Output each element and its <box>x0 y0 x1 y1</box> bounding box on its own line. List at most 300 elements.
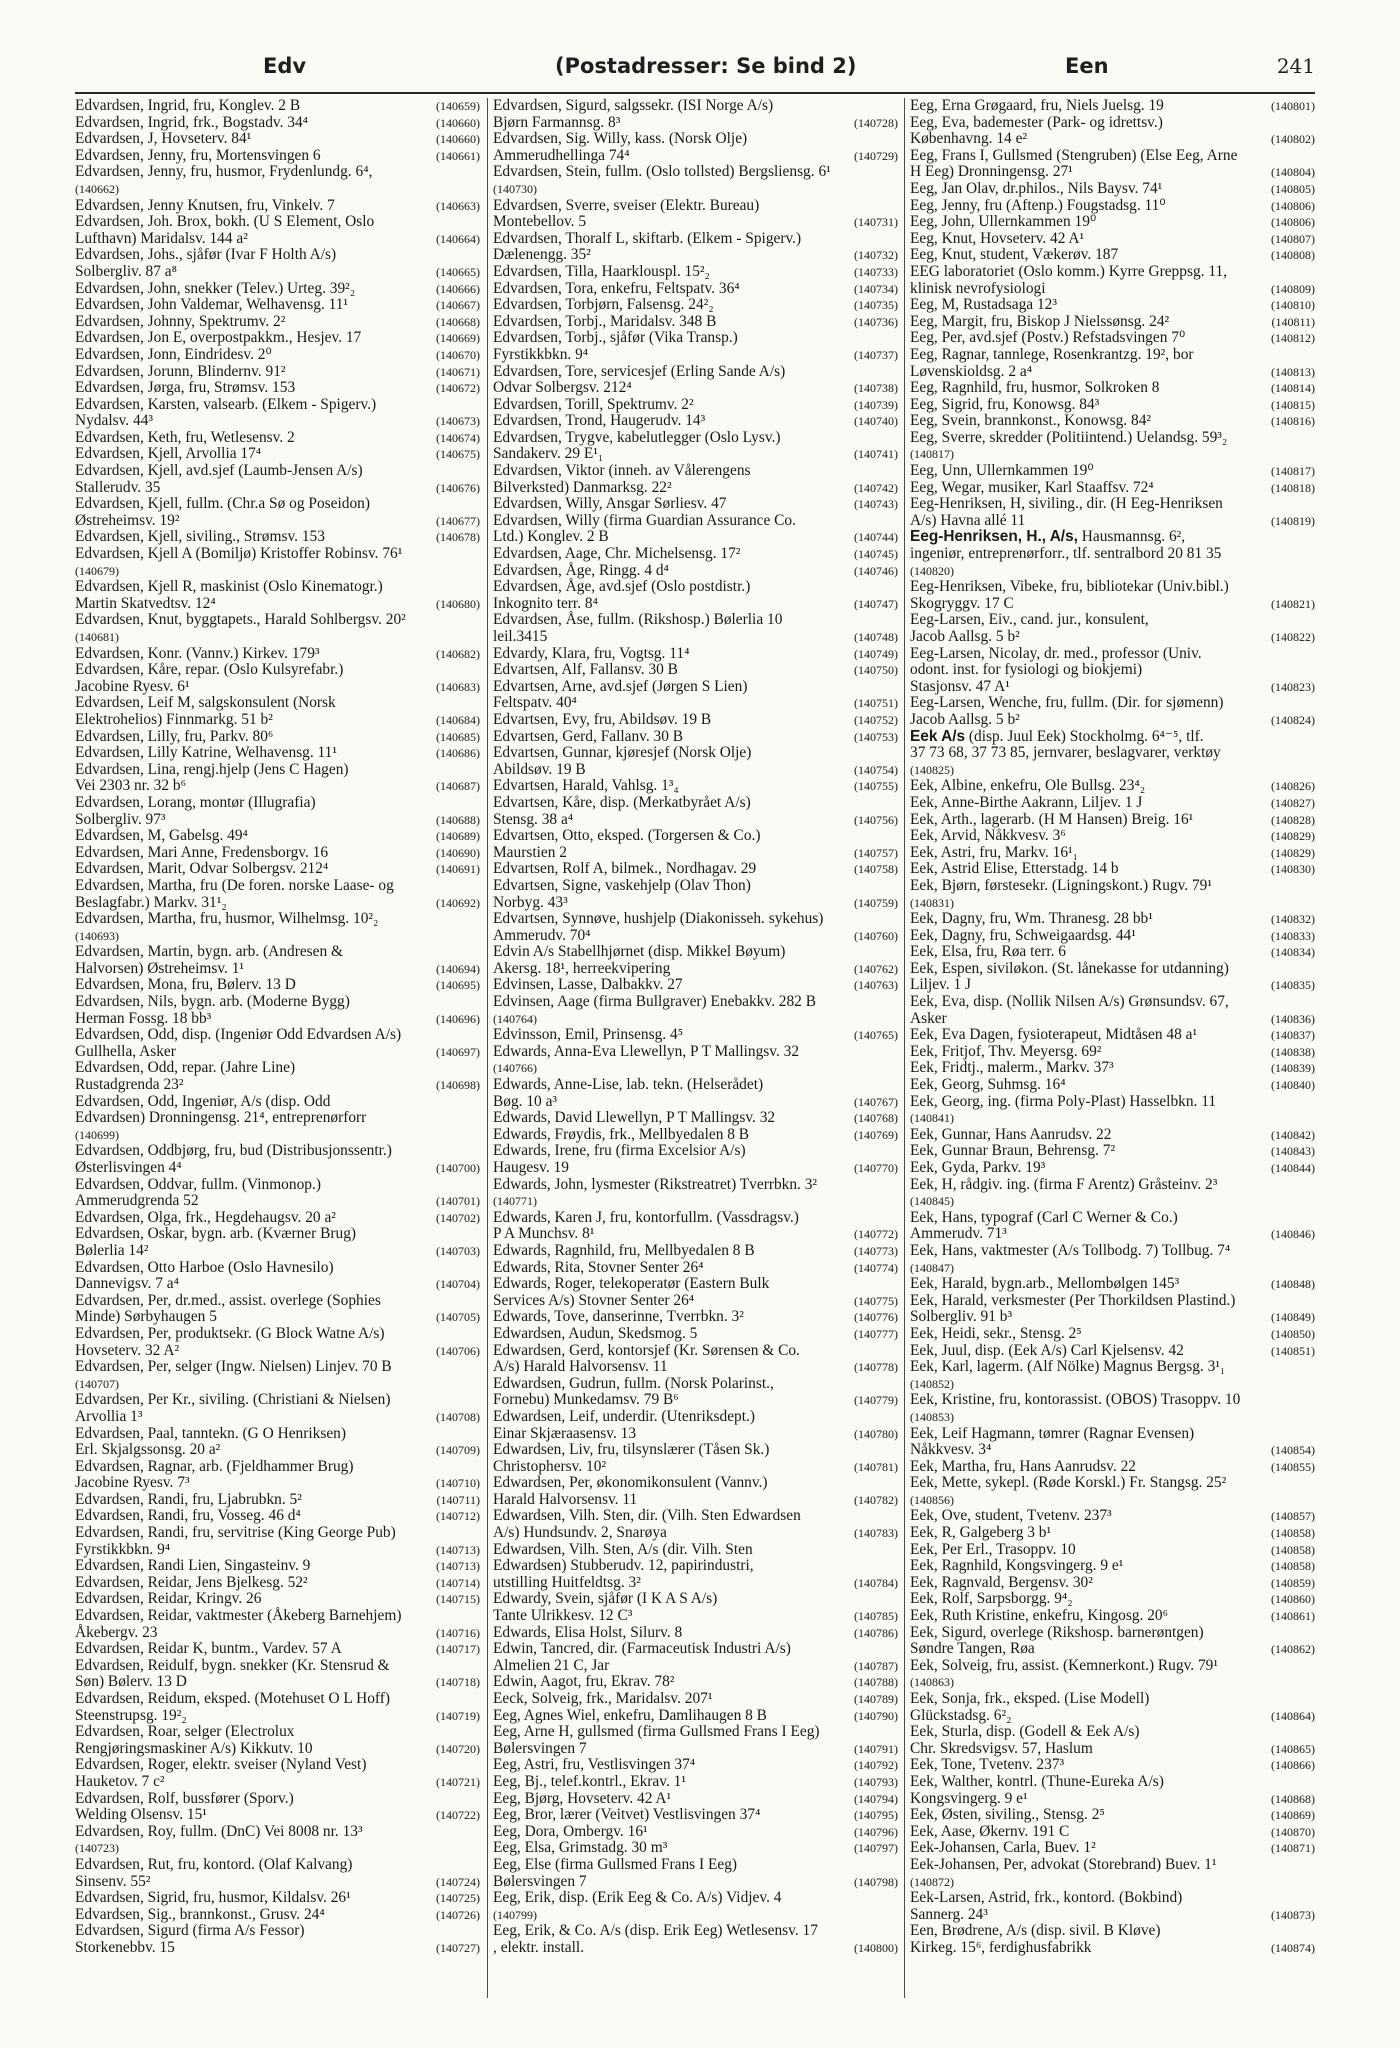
entry-continuation: utstilling Huitfeldtsg. 3² <box>493 1573 641 1591</box>
entry-text: Edvardsen, Lilly, fru, Parkv. 80⁶ <box>75 727 274 745</box>
entry-number: (140748) <box>854 630 898 644</box>
entry-number: (140672) <box>436 381 480 396</box>
entry-number: (140806) <box>1271 215 1315 230</box>
entry-number: (140740) <box>854 414 898 429</box>
entry-continuation: (140707) <box>75 1376 119 1391</box>
directory-entry <box>75 1591 480 1608</box>
entry-number: (140815) <box>1271 397 1315 412</box>
entry-text: Edvardsen, Roy, fullm. (DnC) Vei 8008 nr. 13³ <box>75 1822 363 1840</box>
entry-number: (140703) <box>436 1243 480 1258</box>
directory-entry <box>493 662 898 679</box>
directory-entry <box>75 164 480 197</box>
entry-number: (140777) <box>854 1326 898 1341</box>
entry-number: (140683) <box>436 679 480 694</box>
entry-number: (140670) <box>436 347 480 362</box>
directory-entry <box>910 1575 1315 1592</box>
entry-continuation: Dælenengg. 35² <box>493 246 591 264</box>
entry-text: Edvardsen, Jorunn, Blindernv. 91² <box>75 362 286 380</box>
entry-continuation: Asker <box>910 1009 947 1027</box>
entry-number: (140802) <box>1271 132 1315 147</box>
entry-text: Eeg, Svein, brannkonst., Konowsg. 84² <box>910 412 1152 430</box>
entry-number: (140694) <box>436 961 480 976</box>
directory-entry <box>493 430 898 463</box>
directory-entry <box>75 729 480 746</box>
entry-text: Edvardsen, Kjell, avd.sjef (Laumb-Jensen A/s) <box>75 462 363 480</box>
entry-text <box>910 727 1204 746</box>
directory-entry <box>910 247 1315 264</box>
entry-continuation: Fyrstikkbkn. 9⁴ <box>493 345 589 363</box>
entry-text: Edvin A/s Stabellhjørnet (disp. Mikkel Bøyum) <box>493 943 786 961</box>
directory-entry <box>910 198 1315 215</box>
entry-text: Edvardsen, Mona, fru, Bølerv. 13 D <box>75 976 296 994</box>
header-note: (Postadresser: Se bind 2) <box>555 54 857 78</box>
entry-text: Edwards, David Llewellyn, P T Mallingsv. 32 <box>493 1109 776 1127</box>
entry-continuation: Welding Olsensv. 15¹ <box>75 1806 207 1824</box>
entry-text: Eek, R, Galgeberg 3 b¹ <box>910 1524 1052 1542</box>
entry-text: Eeg-Larsen, Eiv., cand. jur., konsulent, <box>910 611 1149 629</box>
entry-text: Eek, Ragnvald, Bergensv. 30² <box>910 1573 1093 1591</box>
entry-text: Edwards, Tove, danserinne, Tverrbkn. 3² <box>493 1308 744 1326</box>
entry-text: Eeg, Knut, Hovseterv. 42 A¹ <box>910 229 1085 247</box>
directory-entry <box>75 662 480 695</box>
directory-entry <box>910 496 1315 529</box>
entry-text: Edvardsen, Kjell, fullm. (Chr.a Sø og Poseidon) <box>75 495 370 513</box>
directory-entry <box>493 944 898 977</box>
entry-number: (140792) <box>854 1758 898 1773</box>
entry-continuation: Ammerudv. 71³ <box>910 1225 1007 1243</box>
entry-number: (140692) <box>436 895 480 910</box>
entry-continuation: Sinsenv. 55² <box>75 1872 151 1890</box>
directory-entry <box>910 1558 1315 1575</box>
entry-number: (140735) <box>854 298 898 313</box>
entry-number: (140720) <box>436 1741 480 1756</box>
entry-text: Eek, Heidi, sekr., Stensg. 2⁵ <box>910 1324 1082 1342</box>
entry-text: Edwards, John, lysmester (Rikstreatret) Tverrbkn. 3² <box>493 1175 818 1193</box>
entry-number: (140851) <box>1271 1343 1315 1358</box>
entry-number: (140727) <box>436 1940 480 1955</box>
entry-continuation: Fornebu) Munkedamsv. 79 B⁶ <box>493 1391 679 1409</box>
entry-number: (140870) <box>1271 1824 1315 1839</box>
entry-number: (140669) <box>436 331 480 346</box>
entry-continuation: klinisk nevrofysiologi <box>910 279 1046 297</box>
entry-text: Eeck, Solveig, frk., Maridalsv. 207¹ <box>493 1690 713 1707</box>
entry-text: Edvardsen, Reidum, eksped. (Motehuset O L Hoff) <box>75 1690 391 1707</box>
entry-number: (140668) <box>436 314 480 329</box>
entry-text: Eek, Espen, siviløkon. (St. lånekasse for utdanning) <box>910 959 1229 977</box>
directory-entry <box>75 1691 480 1724</box>
directory-entry <box>75 1890 480 1907</box>
entry-continuation: Maurstien 2 <box>493 843 567 861</box>
entry-number: (140805) <box>1271 181 1315 196</box>
entry-number: (140729) <box>854 148 898 163</box>
directory-entry <box>910 1890 1315 1923</box>
entry-continuation: Hauketov. 7 c² <box>75 1772 165 1790</box>
directory-entry <box>493 1127 898 1144</box>
entry-number: (140722) <box>436 1808 480 1823</box>
entry-number: (140857) <box>1271 1509 1315 1524</box>
entry-number: (140763) <box>854 978 898 993</box>
entry-text: Edvardsen, Johs., sjåfør (Ivar F Holth A/s) <box>75 246 337 264</box>
entry-number: (140660) <box>436 115 480 130</box>
entry-continuation: Stallerudv. 35 <box>75 478 161 496</box>
entry-number: (140682) <box>436 646 480 661</box>
directory-entry <box>910 1608 1315 1625</box>
entry-text: Eek, Eva Dagen, fysioterapeut, Midtåsen 48 a¹ <box>910 1026 1198 1044</box>
directory-entry <box>493 413 898 430</box>
entry-number: (140842) <box>1271 1127 1315 1142</box>
entry-text: Eek, Arvid, Nåkkvesv. 3⁶ <box>910 827 1066 845</box>
entry-text: Eek, Anne-Birthe Aakrann, Liljev. 1 J <box>910 793 1143 811</box>
listing-columns <box>75 98 1315 1998</box>
entry-continuation: Stensg. 38 a⁴ <box>493 810 574 828</box>
directory-entry <box>75 314 480 331</box>
entry-text: Eeg, Frans I, Gullsmed (Stengruben) (Else Eeg, Arne <box>910 146 1238 164</box>
entry-number: (140796) <box>854 1824 898 1839</box>
listing-column-3 <box>910 98 1315 1998</box>
entry-number: (140804) <box>1271 165 1315 180</box>
entry-number: (140713) <box>436 1559 480 1574</box>
entry-continuation: Hovseterv. 32 A² <box>75 1341 180 1359</box>
entry-text: Edvinsson, Emil, Prinsensg. 4⁵ <box>493 1026 684 1044</box>
entry-continuation: (140852) <box>910 1376 954 1391</box>
entry-continuation: Dannevigsv. 7 a⁴ <box>75 1275 179 1293</box>
entry-text: Eeg-Larsen, Wenche, fru, fullm. (Dir. for sjømenn) <box>910 694 1224 712</box>
directory-entry <box>910 264 1315 297</box>
directory-entry <box>75 1724 480 1757</box>
directory-entry <box>910 115 1315 148</box>
entry-number: (140855) <box>1271 1459 1315 1474</box>
directory-entry <box>910 729 1315 779</box>
entry-continuation: Skogryggv. 17 C <box>910 594 1014 612</box>
entry-text: Edvardsen, Randi, fru, Ljabrubkn. 5² <box>75 1490 302 1508</box>
entry-continuation: Jacobine Ryesv. 7³ <box>75 1474 190 1492</box>
entry-text: Eeg, Agnes Wiel, enkefru, Damlihaugen 8 B <box>493 1706 767 1724</box>
entry-number: (140781) <box>854 1459 898 1474</box>
directory-entry <box>910 861 1315 878</box>
directory-entry <box>910 148 1315 181</box>
entry-number: (140716) <box>436 1625 480 1640</box>
entry-continuation: Kongsvingerg. 9 e¹ <box>910 1789 1028 1807</box>
entry-number: (140705) <box>436 1310 480 1325</box>
directory-entry <box>910 330 1315 347</box>
entry-number: (140711) <box>436 1492 480 1507</box>
directory-entry <box>75 1757 480 1790</box>
entry-text: Edwards, Frøydis, frk., Mellbyedalen 8 B <box>493 1125 750 1143</box>
directory-entry <box>493 1077 898 1110</box>
entry-number: (140783) <box>854 1526 898 1541</box>
entry-number: (140691) <box>436 862 480 877</box>
entry-text: Eek, Rolf, Sarpsborgg. 9⁴₂ <box>910 1590 1073 1608</box>
entry-continuation: Sannerg. 24³ <box>910 1905 988 1923</box>
entry-number: (140713) <box>436 1542 480 1557</box>
entry-continuation: Jacob Aallsg. 5 b² <box>910 710 1020 728</box>
directory-entry <box>75 1608 480 1641</box>
entry-text: Edvardsen, Tora, enkefru, Feltspatv. 36⁴ <box>493 279 740 297</box>
entry-number: (140832) <box>1271 912 1315 927</box>
directory-entry <box>493 397 898 414</box>
entry-number: (140811) <box>1271 314 1315 329</box>
entry-number: (140786) <box>854 1625 898 1640</box>
entry-continuation: Rengjøringsmaskiner A/s) Kikkutv. 10 <box>75 1739 313 1757</box>
entry-text: Eeg, Erna Grøgaard, fru, Niels Juelsg. 19 <box>910 97 1164 114</box>
entry-number: (140696) <box>436 1011 480 1026</box>
entry-text: Eek, Kristine, fru, kontorassist. (OBOS) Trasoppv. 10 <box>910 1391 1241 1409</box>
entry-continuation: Nydalsv. 44³ <box>75 412 153 430</box>
entry-continuation: Søn) Bølerv. 13 D <box>75 1673 187 1691</box>
header-last-entry: Een <box>1065 54 1109 78</box>
entry-continuation: (140863) <box>910 1675 954 1690</box>
directory-entry <box>910 1293 1315 1326</box>
directory-entry <box>75 994 480 1027</box>
entry-continuation: Minde) Sørbyhaugen 5 <box>75 1308 217 1326</box>
entry-number: (140826) <box>1271 779 1315 794</box>
directory-entry <box>493 1724 898 1757</box>
directory-entry <box>910 1475 1315 1508</box>
entry-number: (140770) <box>854 1161 898 1175</box>
entry-number: (140667) <box>436 298 480 313</box>
entry-number: (140846) <box>1271 1227 1315 1242</box>
directory-entry <box>910 1359 1315 1392</box>
entry-text: Edwards, Roger, telekoperatør (Eastern Bulk <box>493 1275 770 1293</box>
entry-text: Edwin, Tancred, dir. (Farmaceutisk Industri A/s) <box>493 1640 791 1658</box>
entry-continuation: (140771) <box>493 1194 537 1209</box>
entry-number: (140737) <box>854 347 898 362</box>
entry-continuation: Glückstadsg. 6²₂ <box>910 1706 1012 1724</box>
entry-continuation: Ammerudv. 70⁴ <box>493 926 591 944</box>
entry-number: (140795) <box>854 1808 898 1823</box>
entry-number: (140757) <box>854 845 898 860</box>
entry-number: (140828) <box>1271 812 1315 827</box>
entry-continuation: Chr. Skredsvigsv. 57, Haslum <box>910 1739 1093 1757</box>
entry-text: Edvardsen, Jenny, fru, Mortensvingen 6 <box>75 146 321 164</box>
entry-text: Edvardsen, Martin, bygn. arb. (Andresen & <box>75 943 343 961</box>
entry-number: (140816) <box>1271 414 1315 429</box>
entry-text: Eeg, Jenny, fru (Aftenp.) Fougstadsg. 11⁰ <box>910 196 1166 214</box>
entry-text: Edvinsen, Lasse, Dalbakkv. 27 <box>493 976 683 994</box>
entry-text: Eek, Gunnar, Hans Aanrudsv. 22 <box>910 1125 1112 1143</box>
entry-number: (140794) <box>854 1791 898 1806</box>
entry-text: Edwardsen, Audun, Skedsmog. 5 <box>493 1324 698 1342</box>
entry-text: Edvardsen, Johnny, Spektrumv. 2² <box>75 312 286 330</box>
entry-number: (140677) <box>436 513 480 528</box>
entry-continuation: Ltd.) Konglev. 2 B <box>493 528 609 546</box>
entry-continuation: (140693) <box>75 928 119 943</box>
entry-continuation: (140856) <box>910 1492 954 1507</box>
directory-entry <box>910 397 1315 414</box>
directory-entry <box>75 529 480 546</box>
entry-continuation: (140825) <box>910 762 954 777</box>
directory-entry <box>75 1492 480 1509</box>
directory-entry <box>493 1376 898 1409</box>
directory-entry <box>75 148 480 165</box>
directory-entry <box>910 1127 1315 1144</box>
entry-text: Een, Brødrene, A/s (disp. sivil. B Kløve) <box>910 1922 1161 1940</box>
entry-text: Edvardsen, Lina, rengj.hjelp (Jens C Hagen) <box>75 760 349 778</box>
directory-entry <box>493 1475 898 1508</box>
entry-text: Edwardsen, Leif, underdir. (Utenriksdept.) <box>493 1407 755 1425</box>
entry-text: Eeg, Erik, & Co. A/s (disp. Erik Eeg) Wetlesensv. 17 <box>493 1922 818 1940</box>
entry-text: Eek, Fridtj., malerm., Markv. 37³ <box>910 1059 1114 1077</box>
entry-text: Edvardsen, Paal, tanntekn. (G O Henriksen) <box>75 1424 346 1442</box>
directory-entry <box>75 762 480 795</box>
listing-column-2 <box>493 98 898 1998</box>
entry-continuation: Rustadgrenda 23² <box>75 1076 184 1094</box>
directory-entry <box>910 1326 1315 1343</box>
entry-number: (140753) <box>854 729 898 744</box>
entry-number: (140844) <box>1271 1161 1315 1175</box>
entry-number: (140695) <box>436 978 480 993</box>
entry-text: Edvardsen, Mari Anne, Fredensborgv. 16 <box>75 843 329 861</box>
entry-number: (140823) <box>1271 679 1315 694</box>
entry-text: Edvardsen, Trond, Haugerudv. 14³ <box>493 412 706 430</box>
entry-number: (140685) <box>436 729 480 744</box>
entry-text: Edvardsen, Odd, repar. (Jahre Line) <box>75 1059 296 1077</box>
directory-entry <box>75 1326 480 1359</box>
directory-entry <box>493 1210 898 1243</box>
entry-continuation: (140730) <box>493 181 537 196</box>
entry-number: (140754) <box>854 762 898 777</box>
entry-continuation: Åkebergv. 23 <box>75 1623 158 1641</box>
entry-text: Edvardsen, Knut, byggtapets., Harald Sohlbergsv. 20² <box>75 611 406 629</box>
directory-entry <box>493 778 898 795</box>
entry-number: (140700) <box>436 1161 480 1175</box>
directory-entry <box>910 1542 1315 1559</box>
entry-number: (140728) <box>854 115 898 130</box>
directory-entry <box>493 878 898 911</box>
entry-number: (140774) <box>854 1260 898 1275</box>
entry-continuation: Beslagfabr.) Markv. 31¹₂ <box>75 893 227 911</box>
directory-entry <box>75 795 480 828</box>
page-content <box>75 50 1315 2010</box>
entry-continuation: Bilverksted) Danmarksg. 22² <box>493 478 672 496</box>
entry-number: (140861) <box>1271 1609 1315 1624</box>
entry-text: Edvardsen, Marit, Odvar Solbergsv. 212⁴ <box>75 860 329 878</box>
directory-entry <box>75 1293 480 1326</box>
entry-continuation: Østerlisvingen 4⁴ <box>75 1159 182 1176</box>
entry-text: Edwards, Rita, Stovner Senter 26⁴ <box>493 1258 704 1276</box>
entry-text: Eeg, Sigrid, fru, Konowsg. 84³ <box>910 395 1100 413</box>
entry-continuation: A/s) Harald Halvorsensv. 11 <box>493 1358 668 1376</box>
entry-number: (140776) <box>854 1310 898 1325</box>
directory-entry <box>910 1027 1315 1044</box>
entry-text: Edvinsen, Aage (firma Bullgraver) Enebakkv. 282 B <box>493 993 816 1011</box>
entry-number: (140712) <box>436 1509 480 1524</box>
entry-text: Edwardsen, Liv, fru, tilsynslærer (Tåsen Sk.) <box>493 1441 770 1459</box>
entry-text: Eeg, Bj., telef.kontrl., Ekrav. 1¹ <box>493 1772 686 1790</box>
entry-text: Edvardsen, Jenny, fru, husmor, Frydenlundg. 6⁴, <box>75 163 373 181</box>
entry-continuation: Stasjonsv. 47 A¹ <box>910 677 1010 695</box>
entry-continuation: (140699) <box>75 1127 119 1142</box>
directory-entry <box>493 546 898 563</box>
directory-entry <box>910 1525 1315 1542</box>
entry-text: Edwardsen, Gudrun, fullm. (Norsk Polarinst., <box>493 1374 774 1392</box>
entry-number: (140726) <box>436 1907 480 1922</box>
entry-number: (140673) <box>436 414 480 429</box>
directory-entry <box>910 795 1315 812</box>
entry-text: Edvardsen, Ingrid, fru, Konglev. 2 B <box>75 97 301 114</box>
entry-text: Edvartsen, Signe, vaskehjelp (Olav Thon) <box>493 876 751 894</box>
entry-number: (140821) <box>1271 596 1315 611</box>
entry-text: Edvardsen, Randi Lien, Singasteinv. 9 <box>75 1557 311 1575</box>
entry-number: (140684) <box>436 712 480 727</box>
directory-entry <box>910 1094 1315 1127</box>
entry-number: (140864) <box>1271 1708 1315 1723</box>
entry-number: (140785) <box>854 1609 898 1624</box>
entry-text: Edvardsen, Reidar, Kringv. 26 <box>75 1590 262 1608</box>
entry-number: (140666) <box>436 281 480 296</box>
entry-text: Edvardsen, Oskar, bygn. arb. (Kværner Brug) <box>75 1225 357 1243</box>
entry-text: Eeg, Per, avd.sjef (Postv.) Refstadsvingen 7⁰ <box>910 329 1186 347</box>
entry-continuation: A/s) Havna allé 11 <box>910 511 1026 529</box>
entry-text: Eek, Juul, disp. (Eek A/s) Carl Kjelsensv. 42 <box>910 1341 1184 1359</box>
entry-number: (140698) <box>436 1078 480 1093</box>
entry-number: (140859) <box>1271 1575 1315 1590</box>
directory-entry <box>493 1508 898 1541</box>
entry-text: Edvardsen, Thoralf L, skiftarb. (Elkem - Spigerv.) <box>493 229 802 247</box>
entry-number: (140817) <box>1271 464 1315 479</box>
entry-text: Eeg, Erik, disp. (Erik Eeg & Co. A/s) Vidjev. 4 <box>493 1889 782 1907</box>
entry-number: (140848) <box>1271 1277 1315 1292</box>
directory-entry <box>493 198 898 231</box>
entry-continuation: Tante Ulrikkesv. 12 C³ <box>493 1607 633 1625</box>
entry-number: (140790) <box>854 1708 898 1723</box>
directory-entry <box>75 1923 480 1956</box>
entry-number: (140755) <box>854 779 898 794</box>
entry-text-rest: (disp. Juul Eek) Stockholmg. 6⁴⁻⁵, tlf. <box>965 727 1204 745</box>
entry-continuation: Arvollia 1³ <box>75 1407 143 1425</box>
entry-number: (140789) <box>854 1692 898 1706</box>
entry-text: Eeg-Henriksen, H, siviling., dir. (H Eeg-Henriksen <box>910 495 1223 513</box>
directory-entry <box>75 1226 480 1259</box>
entry-text: Edvardsen, Karsten, valsearb. (Elkem - Spigerv.) <box>75 395 377 413</box>
entry-number: (140721) <box>436 1774 480 1789</box>
directory-entry <box>493 1625 898 1642</box>
entry-number: (140829) <box>1271 829 1315 844</box>
entry-number: (140858) <box>1271 1542 1315 1557</box>
entry-text: Eeg, Jan Olav, dr.philos., Nils Baysv. 74¹ <box>910 179 1163 197</box>
entry-number: (140787) <box>854 1658 898 1673</box>
entry-text: Edvardsen, Sigurd (firma A/s Fessor) <box>75 1922 305 1940</box>
directory-entry <box>75 1426 480 1459</box>
entry-continuation: Edwardsen) Stubberudv. 12, papirindustri, <box>493 1557 754 1575</box>
entry-number: (140819) <box>1271 513 1315 528</box>
directory-entry <box>75 695 480 728</box>
entry-text: Eek, Georg, Suhmsg. 16⁴ <box>910 1076 1066 1094</box>
directory-entry <box>910 430 1315 463</box>
directory-entry <box>910 480 1315 497</box>
page-number: 241 <box>1276 54 1315 78</box>
entry-continuation: (140679) <box>75 563 119 578</box>
directory-entry <box>910 1824 1315 1841</box>
entry-text: Eeg, Bjørg, Hovseterv. 42 A¹ <box>493 1789 672 1807</box>
entry-text: Edvardsen, Olga, frk., Hegdehaugsv. 20 a² <box>75 1208 336 1226</box>
entry-continuation: Vei 2303 nr. 32 b⁶ <box>75 777 186 795</box>
entry-continuation: Norbyg. 43³ <box>493 893 568 911</box>
entry-text: Edwardsen, Per, økonomikonsulent (Vannv.) <box>493 1474 768 1492</box>
entry-text: Eeg, Knut, student, Vækerøv. 187 <box>910 246 1119 264</box>
entry-number: (140784) <box>854 1575 898 1590</box>
entry-number: (140736) <box>854 314 898 329</box>
entry-number: (140752) <box>854 712 898 727</box>
entry-number: (140758) <box>854 862 898 877</box>
entry-number: (140659) <box>436 99 480 113</box>
directory-entry <box>75 463 480 496</box>
directory-entry <box>75 281 480 298</box>
entry-number: (140751) <box>854 696 898 711</box>
entry-text: Eek, Sturla, disp. (Godell & Eek A/s) <box>910 1723 1140 1741</box>
entry-continuation: (140817) <box>910 447 954 462</box>
entry-number: (140745) <box>854 547 898 562</box>
